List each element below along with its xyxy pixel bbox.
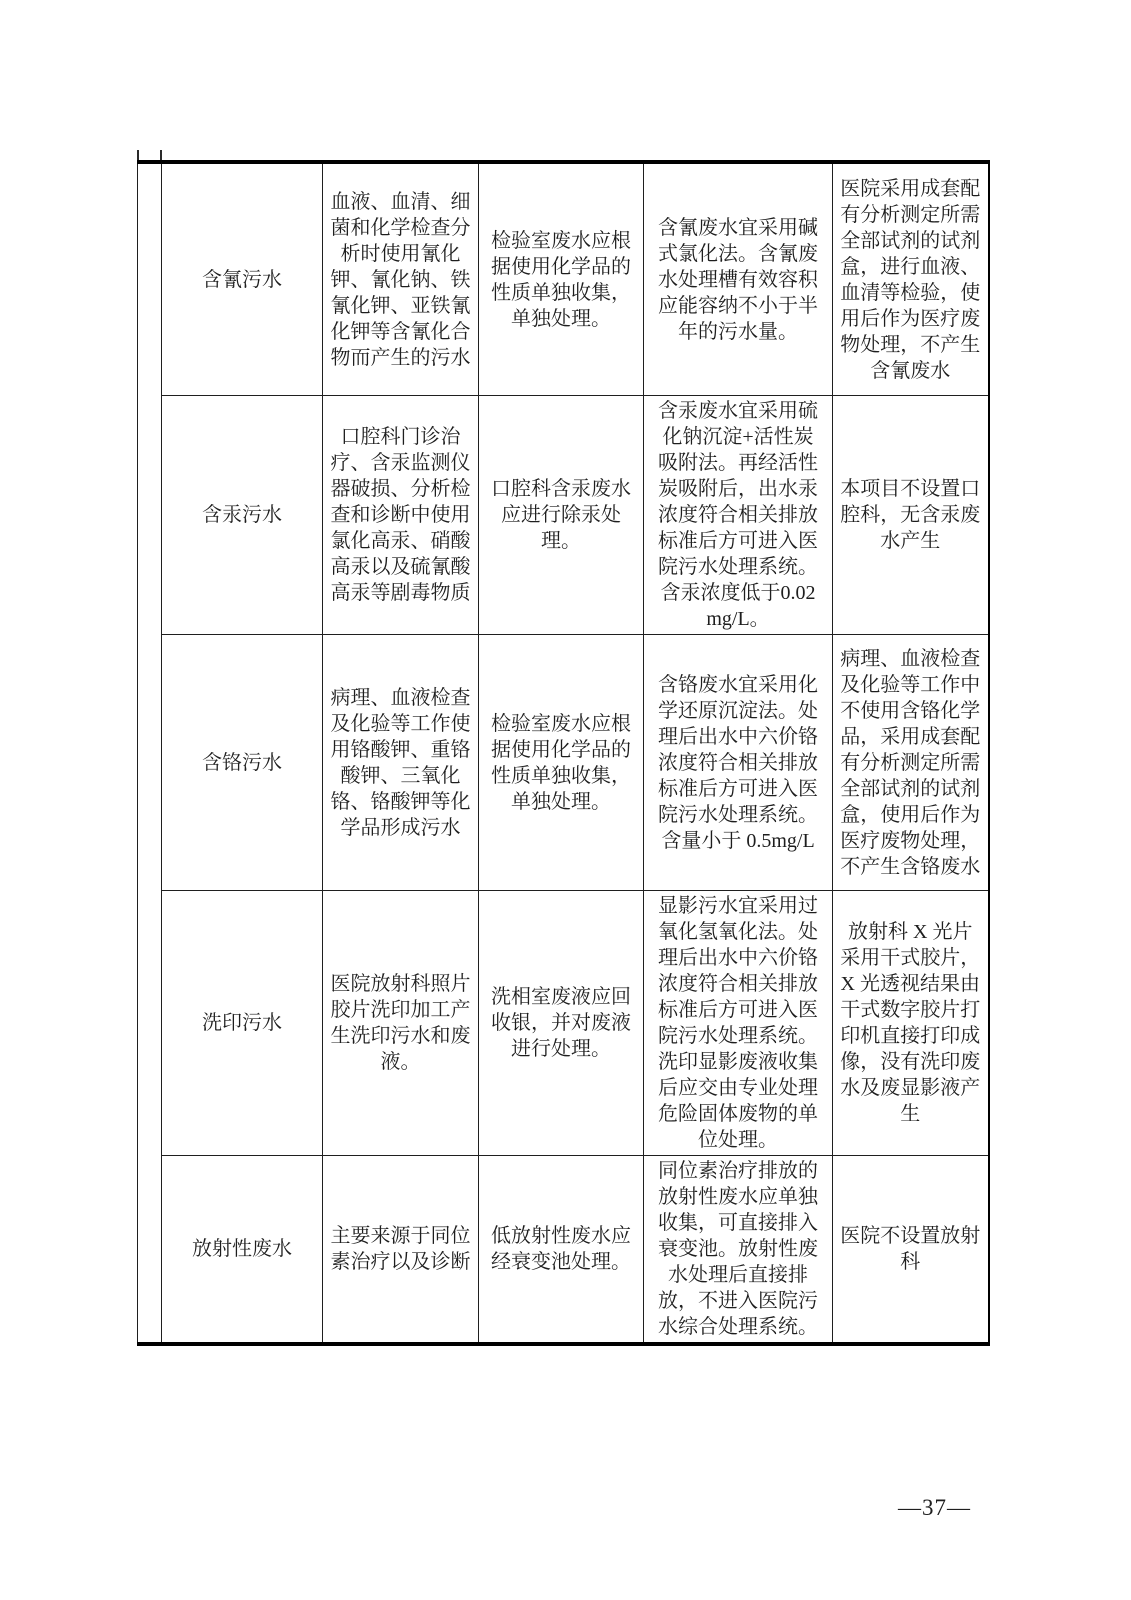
source-cell: 血液、血清、细菌和化学检查分析时使用氰化钾、氰化钠、铁氰化钾、亚铁氰化钾等含氰化合物而产生的污水 (323, 162, 479, 396)
table-row (138, 891, 989, 1156)
collection-cell: 检验室废水应根据使用化学品的性质单独收集，单独处理。 (479, 635, 644, 891)
wastewater-type-cell: 含氰污水 (162, 162, 323, 396)
source-cell: 病理、血液检查及化验等工作使用铬酸钾、重铬酸钾、三氧化铬、铬酸钾等化学品形成污水 (323, 635, 479, 891)
wastewater-table (137, 160, 990, 1346)
source-cell: 口腔科门诊治疗、含汞监测仪器破损、分析检查和诊断中使用氯化高汞、硝酸高汞以及硫氰酸高汞等剧毒物质 (323, 396, 479, 635)
treatment-cell: 同位素治疗排放的放射性废水应单独收集，可直接排入衰变池。放射性废水处理后直接排放，不进入医院污水综合处理系统。 (644, 1156, 833, 1345)
collection-cell: 低放射性废水应经衰变池处理。 (479, 1156, 644, 1345)
wastewater-type-cell: 含汞污水 (162, 396, 323, 635)
collection-cell: 口腔科含汞废水应进行除汞处理。 (479, 396, 644, 635)
table-row (138, 635, 989, 891)
collection-cell: 检验室废水应根据使用化学品的性质单独收集，单独处理。 (479, 162, 644, 396)
remark-cell: 放射科 X 光片采用干式胶片，X 光透视结果由干式数字胶片打印机直接打印成像，没有洗印废水及废显影液产生 (833, 891, 989, 1156)
treatment-cell: 含铬废水宜采用化学还原沉淀法。处理后出水中六价铬浓度符合相关排放标准后方可进入医院污水处理系统。含量小于 0.5mg/L (644, 635, 833, 891)
source-cell: 主要来源于同位素治疗以及诊断 (323, 1156, 479, 1345)
source-cell: 医院放射科照片胶片洗印加工产生洗印污水和废液。 (323, 891, 479, 1156)
remark-cell: 本项目不设置口腔科，无含汞废水产生 (833, 396, 989, 635)
table-row (138, 1156, 989, 1345)
treatment-cell: 显影污水宜采用过氧化氢氧化法。处理后出水中六价铬浓度符合相关排放标准后方可进入医院污水处理系统。洗印显影废液收集后应交由专业处理危险固体废物的单位处理。 (644, 891, 833, 1156)
page-number: —37— (898, 1495, 971, 1520)
remark-cell: 医院采用成套配有分析测定所需全部试剂的试剂盒，进行血液、血清等检验，使用后作为医疗废物处理，不产生含氰废水 (833, 162, 989, 396)
collection-cell: 洗相室废液应回收银，并对废液进行处理。 (479, 891, 644, 1156)
wastewater-type-cell: 洗印污水 (162, 891, 323, 1156)
wastewater-type-cell: 含铬污水 (162, 635, 323, 891)
treatment-cell: 含氰废水宜采用碱式氯化法。含氰废水处理槽有效容积应能容纳不小于半年的污水量。 (644, 162, 833, 396)
table-row (138, 162, 989, 396)
remark-cell: 病理、血液检查及化验等工作中不使用含铬化学品，采用成套配有分析测定所需全部试剂的试剂盒，使用后作为医疗废物处理，不产生含铬废水 (833, 635, 989, 891)
wastewater-type-cell: 放射性废水 (162, 1156, 323, 1345)
treatment-cell: 含汞废水宜采用硫化钠沉淀+活性炭吸附法。再经活性炭吸附后，出水汞浓度符合相关排放标准后方可进入医院污水处理系统。含汞浓度低于0.02mg/L。 (644, 396, 833, 635)
continued-spanner-cell (138, 162, 162, 1344)
table-row (138, 396, 989, 635)
remark-cell: 医院不设置放射科 (833, 1156, 989, 1345)
